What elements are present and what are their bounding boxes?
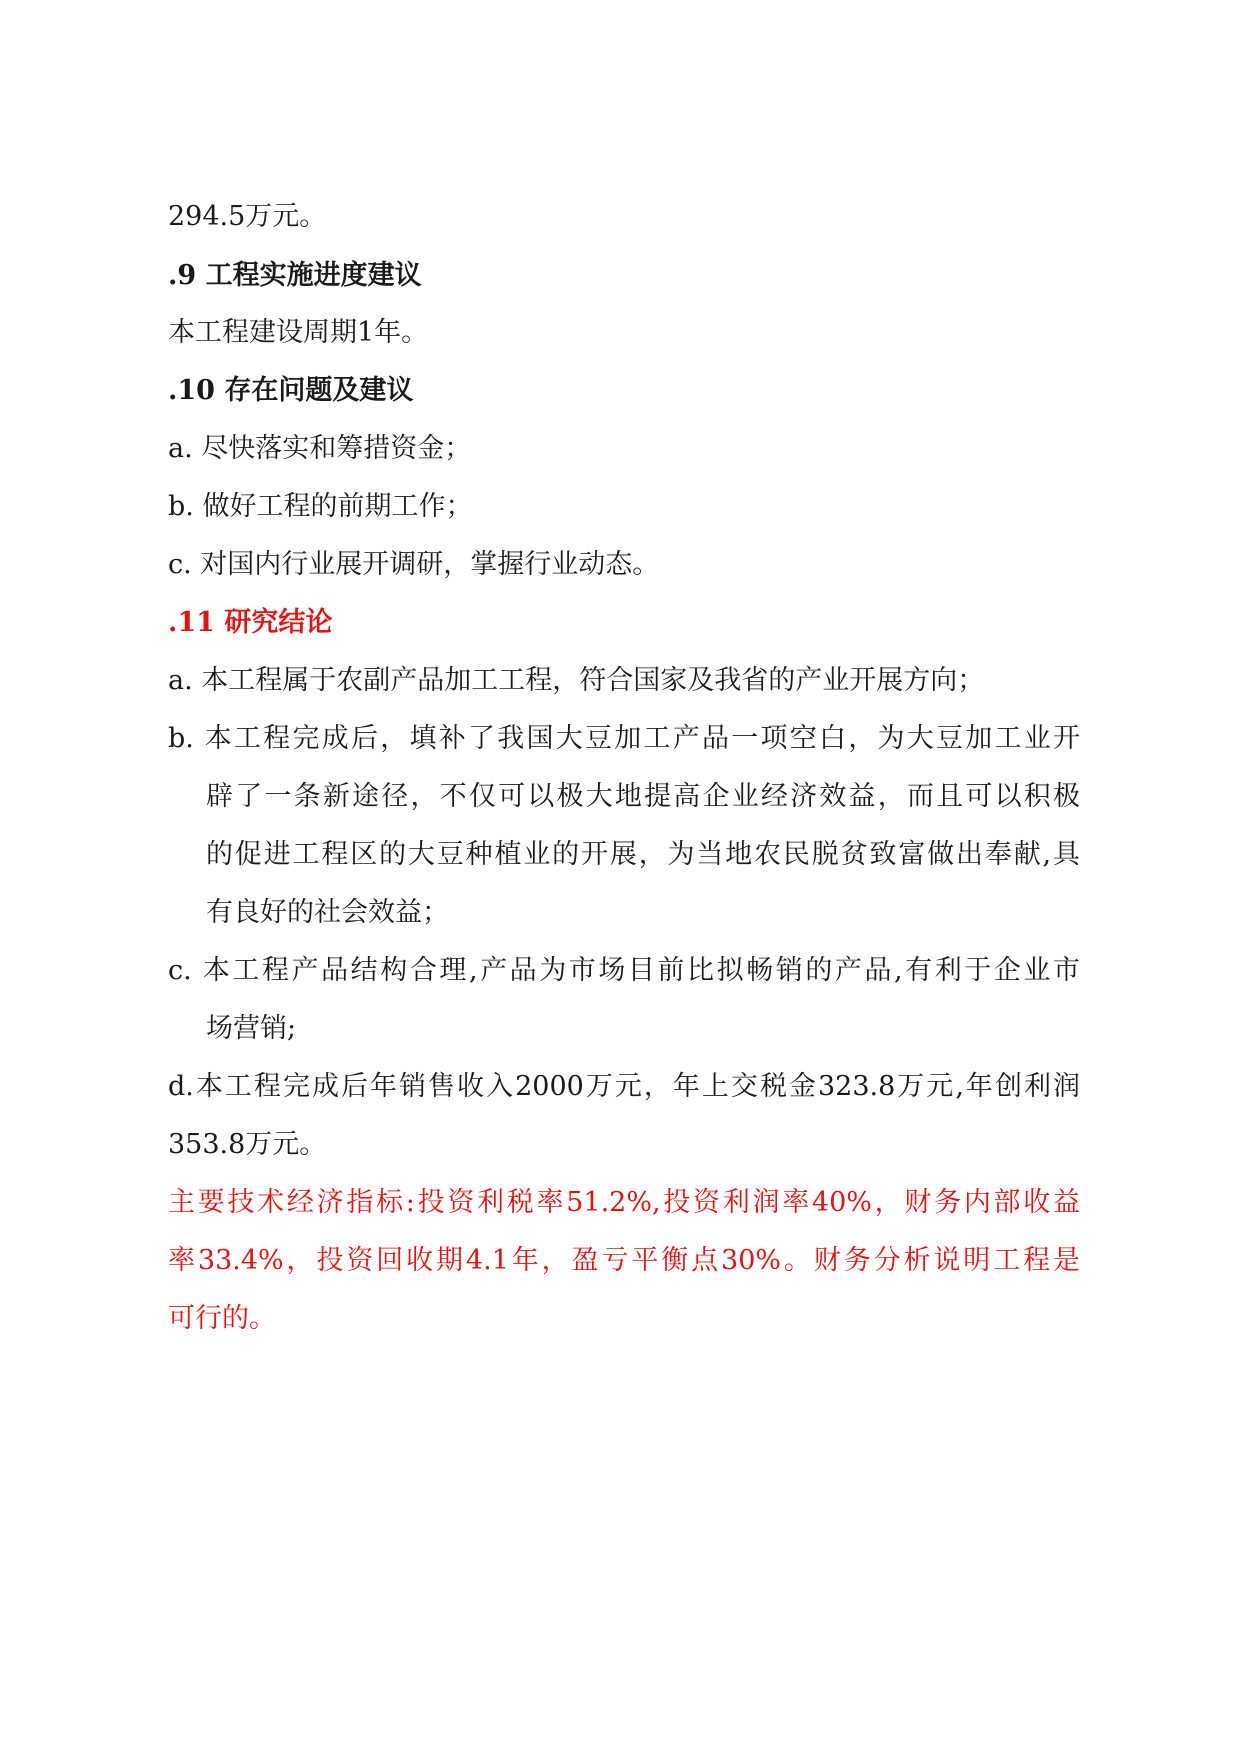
list-item-11b-line3: 的促进工程区的大豆种植业的开展，为当地农民脱贫致富做出奉献,具: [206, 839, 1080, 870]
section-heading-10: .10 存在问题及建议: [168, 375, 414, 406]
section-heading-11: .11 研究结论: [168, 607, 333, 638]
list-item-10b: b. 做好工程的前期工作；: [168, 491, 473, 522]
key-indicators-line1: 主要技术经济指标:投资利税率51.2%,投资利润率40%，财务内部收益: [168, 1187, 1080, 1218]
list-item-10c: c. 对国内行业展开调研，掌握行业动态。: [168, 549, 660, 580]
list-item-10a: a. 尽快落实和筹措资金；: [168, 433, 472, 464]
list-item-11b-line2: 辟了一条新途径，不仅可以极大地提高企业经济效益，而且可以积极: [206, 781, 1080, 812]
list-item-11d-line2: 353.8万元。: [168, 1129, 327, 1160]
list-item-11c-line2: 场营销;: [206, 1013, 297, 1044]
list-item-11d-line1: d.本工程完成后年销售收入2000万元，年上交税金323.8万元,年创利润: [168, 1071, 1080, 1102]
paragraph-schedule: 本工程建设周期1年。: [168, 317, 429, 348]
list-item-11b-line1: b. 本工程完成后，填补了我国大豆加工产品一项空白，为大豆加工业开: [168, 723, 1080, 754]
text-line: 294.5万元。: [168, 201, 327, 232]
list-item-11c-line1: c. 本工程产品结构合理,产品为市场目前比拟畅销的产品,有利于企业市: [168, 955, 1080, 986]
list-item-11a: a. 本工程属于农副产品加工工程，符合国家及我省的产业开展方向；: [168, 665, 985, 696]
key-indicators-line2: 率33.4%，投资回收期4.1年，盈亏平衡点30%。财务分析说明工程是: [168, 1245, 1080, 1276]
list-item-11b-line4: 有良好的社会效益；: [206, 897, 449, 928]
section-heading-9: .9 工程实施进度建议: [168, 260, 422, 291]
key-indicators-line3: 可行的。: [168, 1303, 276, 1334]
